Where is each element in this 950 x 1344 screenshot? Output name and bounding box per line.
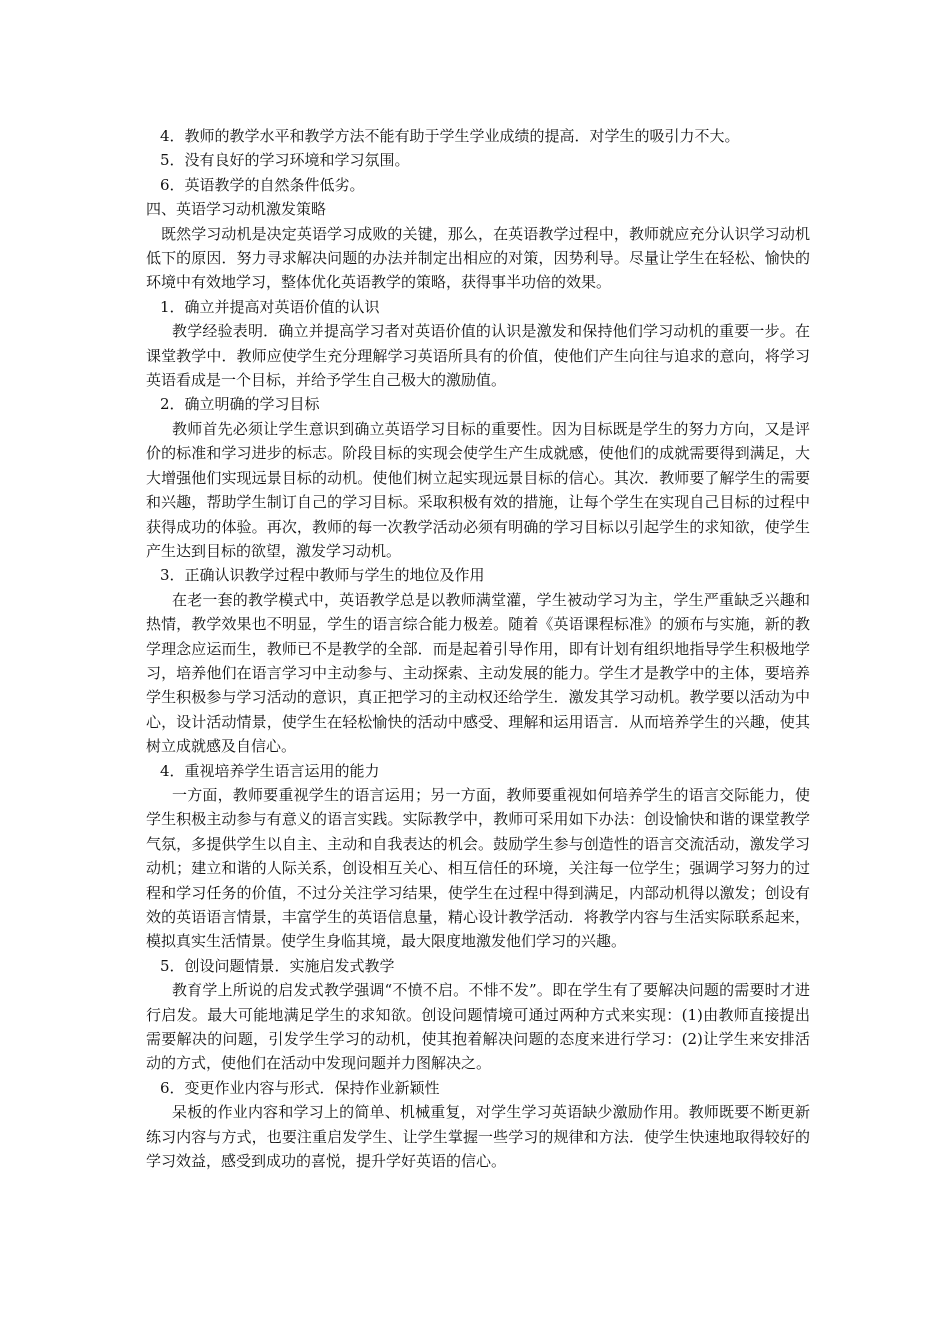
- paragraph-2: 教师首先必须让学生意识到确立英语学习目标的重要性。因为目标既是学生的努力方向，又是评价的标准和学习进步的标志。阶段目标的实现会使学生产生成就感，使他们的成就需要得到满足，大大增强他们实现远景目标的动机。使他们树立起实现远景目标的信心。其次．教师要了解学生的需要和兴趣，帮助学生制订自己的学习目标。采取积极有效的措施，让每个学生在实现自己目标的过程中获得成功的体验。再次，教师的每一次教学活动必须有明确的学习目标以引起学生的求知欲，使学生产生达到目标的欲望，激发学习动机。: [146, 419, 810, 560]
- subheading-5: 5．创设问题情景．实施启发式教学: [160, 956, 395, 975]
- paragraph-4: 一方面，教师要重视学生的语言运用；另一方面，教师要重视如何培养学生的语言交际能力，使学生积极主动参与有意义的语言实践。实际教学中，教师可采用如下办法：创设愉快和谐的课堂教学气氛，多提供学生以自主、主动和自我表达的机会。鼓励学生参与创造性的语言交流活动，激发学习动机；建立和谐的人际关系，创设相互关心、相互信任的环境，关注每一位学生；强调学习努力的过程和学习任务的价值，不过分关注学习结果，使学生在过程中得到满足，内部动机得以激发；创设有效的英语语言情景，丰富学生的英语信息量，精心设计教学活动．将教学内容与生活实际联系起来，模拟真实生活情景。使学生身临其境，最大限度地激发他们学习的兴趣。: [146, 785, 810, 951]
- intro-paragraph: 既然学习动机是决定英语学习成败的关键，那么，在英语教学过程中，教师就应充分认识学习动机低下的原因．努力寻求解决问题的办法并制定出相应的对策，因势利导。尽量让学生在轻松、愉快的环境中有效地学习，整体优化英语教学的策略，获得事半功倍的效果。: [146, 224, 810, 292]
- document-page: [146, 124, 810, 1173]
- subheading-1: 1．确立并提高对英语价值的认识: [160, 297, 380, 316]
- subheading-4: 4．重视培养学生语言运用的能力: [160, 761, 380, 780]
- subheading-3: 3．正确认识教学过程中教师与学生的地位及作用: [160, 566, 485, 585]
- list-item-4: 4．教师的教学水平和教学方法不能有助于学生学业成绩的提高．对学生的吸引力不大。: [160, 127, 740, 145]
- paragraph-3: 在老一套的教学模式中，英语教学总是以教师满堂灌，学生被动学习为主，学生严重缺乏兴趣和热情，教学效果也不明显，学生的语言综合能力极差。随着《英语课程标准》的颁布与实施，新的教学理念应运而生，教师已不是教学的全部．而是起着引导作用，即有计划有组织地指导学生积极地学习，培养他们在语言学习中主动参与、主动探索、主动发展的能力。学生才是教学中的主体，要培养学生积极参与学习活动的意识，真正把学习的主动权还给学生．激发其学习动机。教学要以活动为中心，设计活动情景，使学生在轻松愉快的活动中感受、理解和运用语言．从而培养学生的兴趣，使其树立成就感及自信心。: [146, 590, 810, 756]
- section-heading: 四、英语学习动机激发策略: [146, 200, 327, 219]
- paragraph-5: 教育学上所说的启发式教学强调“不愤不启。不悱不发”。即在学生有了要解决问题的需要时才进行启发。最大可能地满足学生的求知欲。创设问题情境可通过两种方式来实现：(1)由教师直接提出需要解决的问题，引发学生学习的动机，使其抱着解决问题的态度来进行学习：(2)让学生来安排活动的方式，使他们在活动中发现问题并力图解决之。: [146, 981, 810, 1073]
- paragraph-1: 教学经验表明．确立并提高学习者对英语价值的认识是激发和保持他们学习动机的重要一步。在课堂教学中．教师应使学生充分理解学习英语所具有的价值，使他们产生向往与追求的意向，将学习英语看成是一个目标，并给予学生自己极大的激励值。: [146, 322, 810, 390]
- list-item-5: 5．没有良好的学习环境和学习氛围。: [160, 151, 410, 170]
- subheading-6: 6．变更作业内容与形式．保持作业新颖性: [160, 1078, 440, 1097]
- list-item-6: 6．英语教学的自然条件低劣。: [160, 175, 365, 194]
- paragraph-6: 呆板的作业内容和学习上的简单、机械重复，对学生学习英语缺少激励作用。教师既要不断更新练习内容与方式，也要注重启发学生、让学生掌握一些学习的规律和方法．使学生快速地取得较好的学习效益，感受到成功的喜悦，提升学好英语的信心。: [146, 1103, 810, 1171]
- subheading-2: 2．确立明确的学习目标: [160, 395, 320, 414]
